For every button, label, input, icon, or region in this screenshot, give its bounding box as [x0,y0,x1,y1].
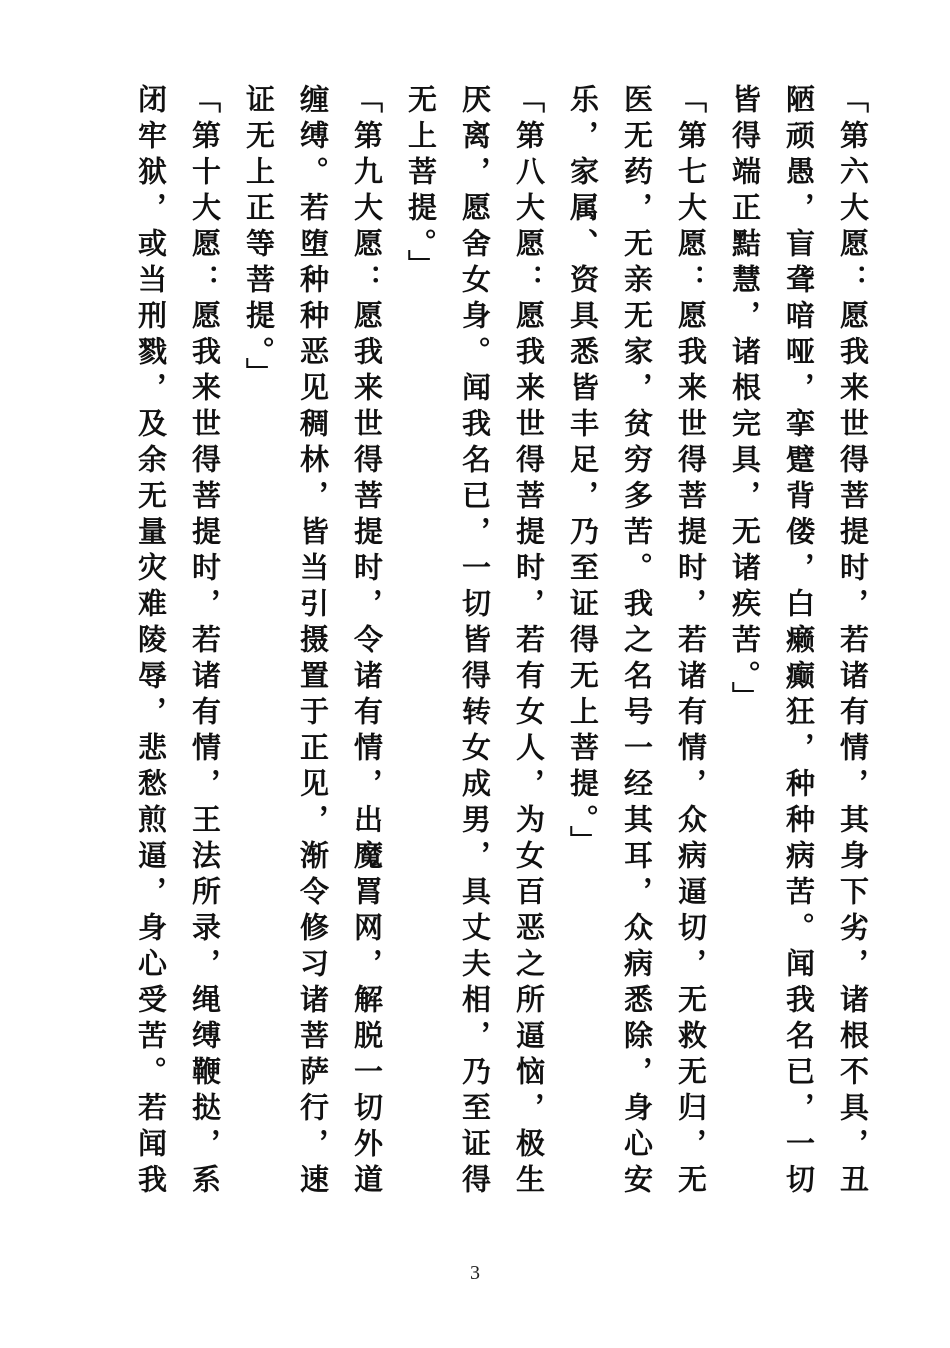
paragraph-vow-10: 「第十大愿：愿我来世得菩提时，若诸有情，王法所录，绳缚鞭挞，系闭牢狱，或当刑戮，及余无量灾难陵辱，悲愁煎逼，身心受苦。若闻我 [134,84,222,1200]
paragraph-vow-7: 「第七大愿：愿我来世得菩提时，若诸有情，众病逼切，无救无归，无医无药，无亲无家，贫穷多苦。我之名号一经其耳，众病悉除，身心安乐，家属、资具悉皆丰足，乃至证得无上菩提。」 [566,84,708,1200]
paragraph-vow-9: 「第九大愿：愿我来世得菩提时，令诸有情，出魔罥网，解脱一切外道缠缚。若堕种种恶见稠林，皆当引摄置于正见，渐令修习诸菩萨行，速证无上正等菩提。」 [242,84,384,1200]
page-number: 3 [470,1262,480,1284]
paragraph-vow-6: 「第六大愿：愿我来世得菩提时，若诸有情，其身下劣，诸根不具，丑陋顽愚，盲聋喑哑，挛躄背偻，白癞癫狂，种种病苦。闻我名已，一切皆得端正黠慧，诸根完具，无诸疾苦。」 [728,84,870,1200]
sutra-text-body [110,84,880,1214]
paragraph-vow-8: 「第八大愿：愿我来世得菩提时，若有女人，为女百恶之所逼恼，极生厌离，愿舍女身。闻我名已，一切皆得转女成男，具丈夫相，乃至证得无上菩提。」 [404,84,546,1200]
